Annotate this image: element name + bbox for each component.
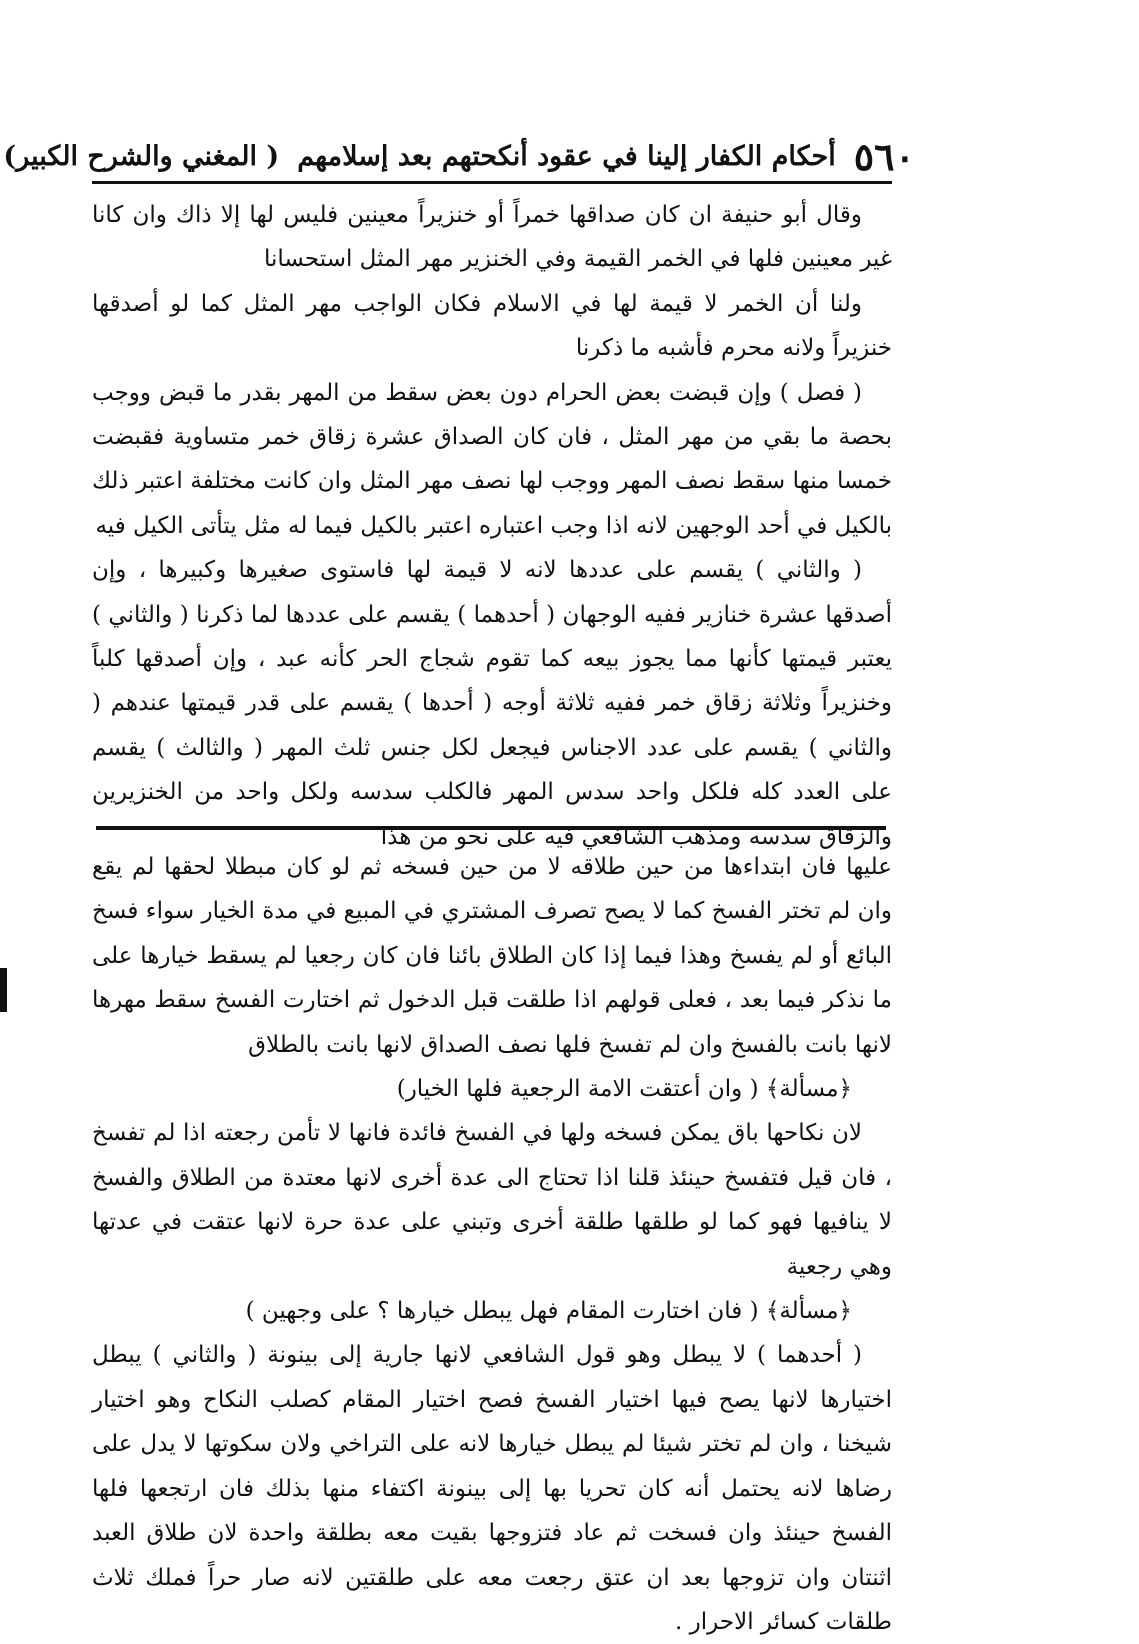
page-number: ٥٦٠: [853, 134, 915, 179]
commentary-paragraph: لان نكاحها باق يمكن فسخه ولها في الفسخ فائدة فانها لا تأمن رجعته اذا لم تفسخ ، فان قيل فتفسخ حينئذ قلنا اذا تحتاج الى عدة أخرى لانها معتدة من الطلاق والفسخ لا ينافيها فهو كما لو طلقها طلقة أخرى وتبني على عدة حرة لانها عتقت في عدتها وهي رجعية: [92, 1120, 892, 1280]
commentary-paragraph: عليها فان ابتداءها من حين طلاقه لا من حين فسخه ثم لو كان مبطلا لحقها لم يقع وان لم تختر الفسخ كما لا يصح تصرف المشتري في المبيع في مدة الخيار سواء فسخ البائع أو لم يفسخ وهذا فيما إذا كان الطلاق بائنا فان كان رجعيا لم يسقط خيارها على ما نذكر فيما بعد ، فعلى قولهم اذا طلقت قبل الدخول ثم اختارت الفسخ سقط مهرها لانها بانت بالفسخ وان لم تفسخ فلها نصف الصداق لانها بانت بالطلاق: [92, 854, 892, 1058]
book-title: ( المغني والشرح الكبير): [3, 141, 280, 172]
section-separator: [96, 826, 886, 830]
issue-heading: ﴿مسألة﴾ ( فان اختارت المقام فهل يبطل خيارها ؟ على وجهين ): [245, 1298, 852, 1325]
main-paragraph: ولنا أن الخمر لا قيمة لها في الاسلام فكان الواجب مهر المثل كما لو أصدقها خنزيراً ولانه محرم فأشبه ما ذكرنا: [92, 290, 892, 362]
main-text: [92, 193, 892, 859]
chapter-title: أحكام الكفار إلينا في عقود أنكحتهم بعد إسلامهم: [297, 141, 836, 172]
commentary-paragraph: ( أحدهما ) لا يبطل وهو قول الشافعي لانها جارية إلى بينونة ( والثاني ) يبطل اختيارها لانها يصح فيها اختيار الفسخ فصح اختيار المقام كصلب النكاح وهو اختيار شيخنا ، وان لم تختر شيئا لم يبطل خيارها لانه على التراخي ولان سكوتها لا يدل على رضاها لانه يحتمل أنه كان تحريا بها إلى بينونة اكتفاء منها بذلك فان ارتجعها فلها الفسخ حينئذ وان فسخت ثم عاد فتزوجها بقيت معه بطلقة واحدة لان طلاق العبد اثنتان وان تزوجها بعد ان عتق رجعت معه على طلقتين لانه صار حراً فملك ثلاث طلقات كسائر الاحرار .: [92, 1342, 892, 1635]
running-header: [3, 134, 915, 179]
main-paragraph: وقال أبو حنيفة ان كان صداقها خمراً أو خنزيراً معينين فليس لها إلا ذاك وان كانا غير معينين فلها في الخمر القيمة وفي الخنزير مهر المثل استحسانا: [92, 202, 892, 273]
commentary-text: [92, 845, 892, 1644]
main-paragraph: ( فصل ) وإن قبضت بعض الحرام دون بعض سقط من المهر بقدر ما قبض ووجب بحصة ما بقي من مهر المثل ، فان كان الصداق عشرة زقاق خمر متساوية فقبضت خمسا منها سقط نصف المهر ووجب لها نصف مهر المثل وان كانت مختلفة اعتبر ذلك بالكيل في أحد الوجهين لانه اذا وجب اعتباره اعتبر بالكيل فيما له مثل يتأتى الكيل فيه: [92, 379, 892, 539]
header-rule: [92, 181, 892, 184]
issue-heading: ﴿مسألة﴾ ( وان أعتقت الامة الرجعية فلها الخيار): [396, 1076, 852, 1103]
main-paragraph: ( والثاني ) يقسم على عددها لانه لا قيمة لها فاستوى صغيرها وكبيرها ، وإن أصدقها عشرة خنازير ففيه الوجهان ( أحدهما ) يقسم على عددها لما ذكرنا ( والثاني ) يعتبر قيمتها كأنها مما يجوز بيعه كما تقوم شجاج الحر كأنه عبد ، وإن أصدقها كلباً وخنزيراً وثلاثة زقاق خمر ففيه ثلاثة أوجه ( أحدها ) يقسم على قدر قيمتها عندهم ( والثاني ) يقسم على عدد الاجناس فيجعل لكل جنس ثلث المهر ( والثالث ) يقسم على العدد كله فلكل واحد سدس المهر فالكلب سدسه ولكل واحد من الخنزيرين والزقاق سدسه ومذهب الشافعي فيه على نحو من هذا: [92, 557, 892, 850]
page-edge-mark: [0, 968, 7, 1012]
